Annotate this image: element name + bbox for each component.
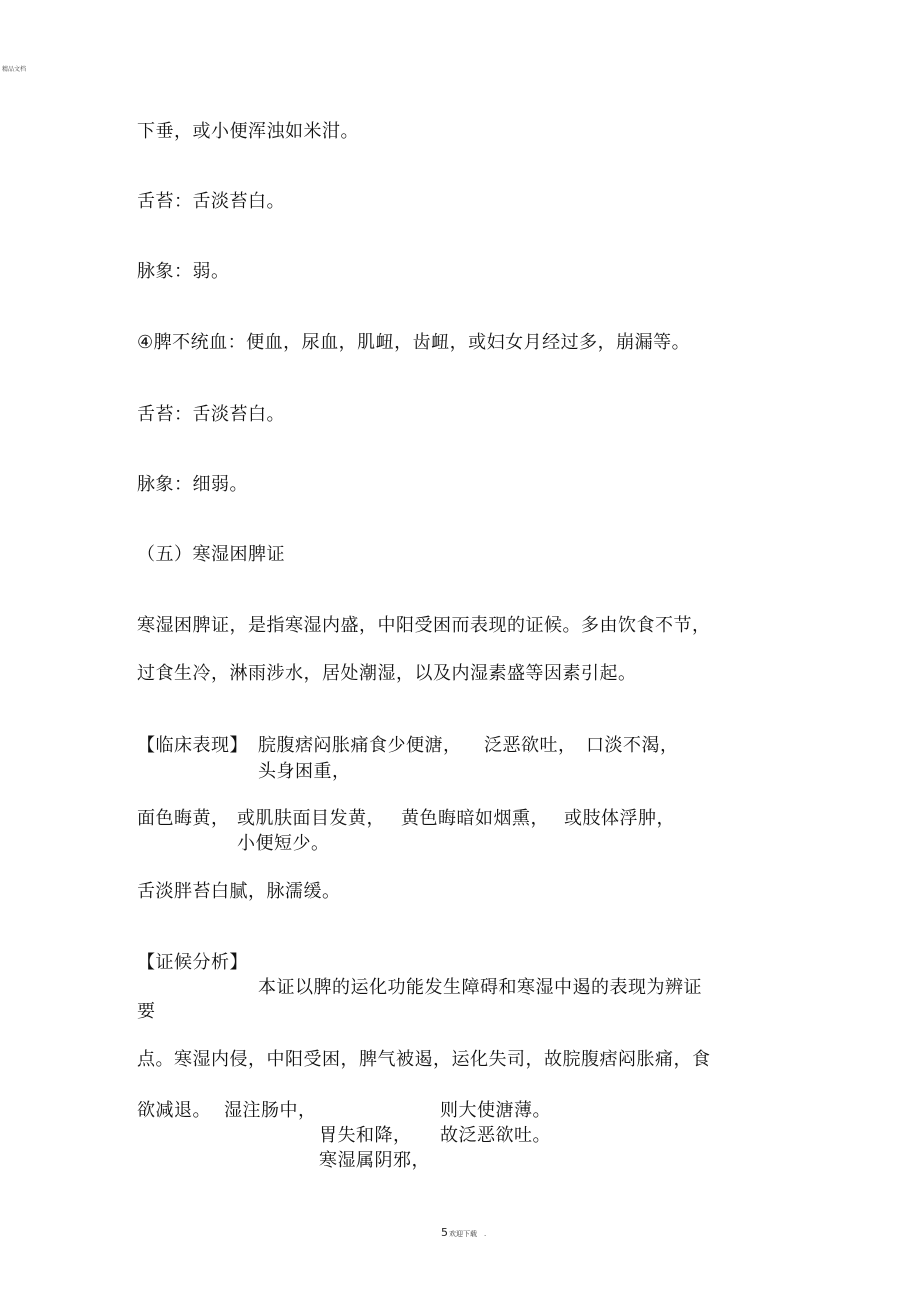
text-fragment: 或肌肤面目发黄， (237, 808, 385, 829)
text-fragment: 湿注肠中， (224, 1100, 317, 1121)
text-fragment: 则大使溏薄。 (440, 1100, 551, 1121)
section-heading: （五）寒湿困脾证 (137, 544, 285, 565)
footer-text: 欢迎下载 (449, 1230, 477, 1238)
text-line: 过食生冷，淋雨涉水，居处潮湿，以及内湿素盛等因素引起。 (137, 663, 637, 684)
text-fragment: 寒湿属阴邪， (319, 1150, 430, 1171)
text-fragment: 头身困重， (258, 761, 351, 782)
text-fragment: 黄色晦暗如烟熏， (401, 808, 549, 829)
text-line: 舌淡胖苔白腻，脉濡缓。 (137, 881, 341, 902)
text-line: 舌苔：舌淡苔白。 (137, 404, 285, 425)
text-line: 寒湿困脾证，是指寒湿内盛，中阳受困而表现的证候。多由饮食不节， (137, 615, 711, 636)
text-line: 脉象：细弱。 (137, 474, 248, 495)
text-fragment: 要 (137, 1001, 156, 1022)
text-line: 点。寒湿内侵，中阳受困，脾气被遏，运化失司，故脘腹痞闷胀痛，食 (137, 1049, 711, 1070)
text-line: 舌苔：舌淡苔白。 (137, 191, 285, 212)
page-number: 5 (441, 1226, 448, 1239)
text-line: 脉象：弱。 (137, 261, 230, 282)
text-line: 下垂，或小便浑浊如米泔。 (137, 121, 359, 142)
text-fragment: 欲减退。 (137, 1100, 211, 1121)
text-fragment: 故泛恶欲吐。 (440, 1125, 551, 1146)
text-line: ④脾不统血：便血，尿血，肌衄，齿衄，或妇女月经过多，崩漏等。 (137, 332, 691, 353)
text-fragment: 泛恶欲吐， (484, 735, 577, 756)
header-watermark: 精品文档 (2, 66, 27, 73)
text-fragment: 面色晦黄， (137, 808, 230, 829)
text-fragment: 口淡不渴， (586, 735, 679, 756)
footer-dot: . (484, 1230, 487, 1238)
text-fragment: 脘腹痞闷胀痛食少便溏， (258, 735, 462, 756)
text-fragment: 或肢体浮肿， (564, 808, 675, 829)
text-fragment: 本证以脾的运化功能发生障碍和寒湿中遏的表现为辨证 (258, 977, 702, 998)
label-clinical: 【临床表现】 (137, 735, 248, 756)
text-fragment: 胃失和降， (319, 1125, 412, 1146)
label-analysis: 【证候分析】 (137, 952, 248, 973)
text-fragment: 小便短少。 (237, 833, 330, 854)
